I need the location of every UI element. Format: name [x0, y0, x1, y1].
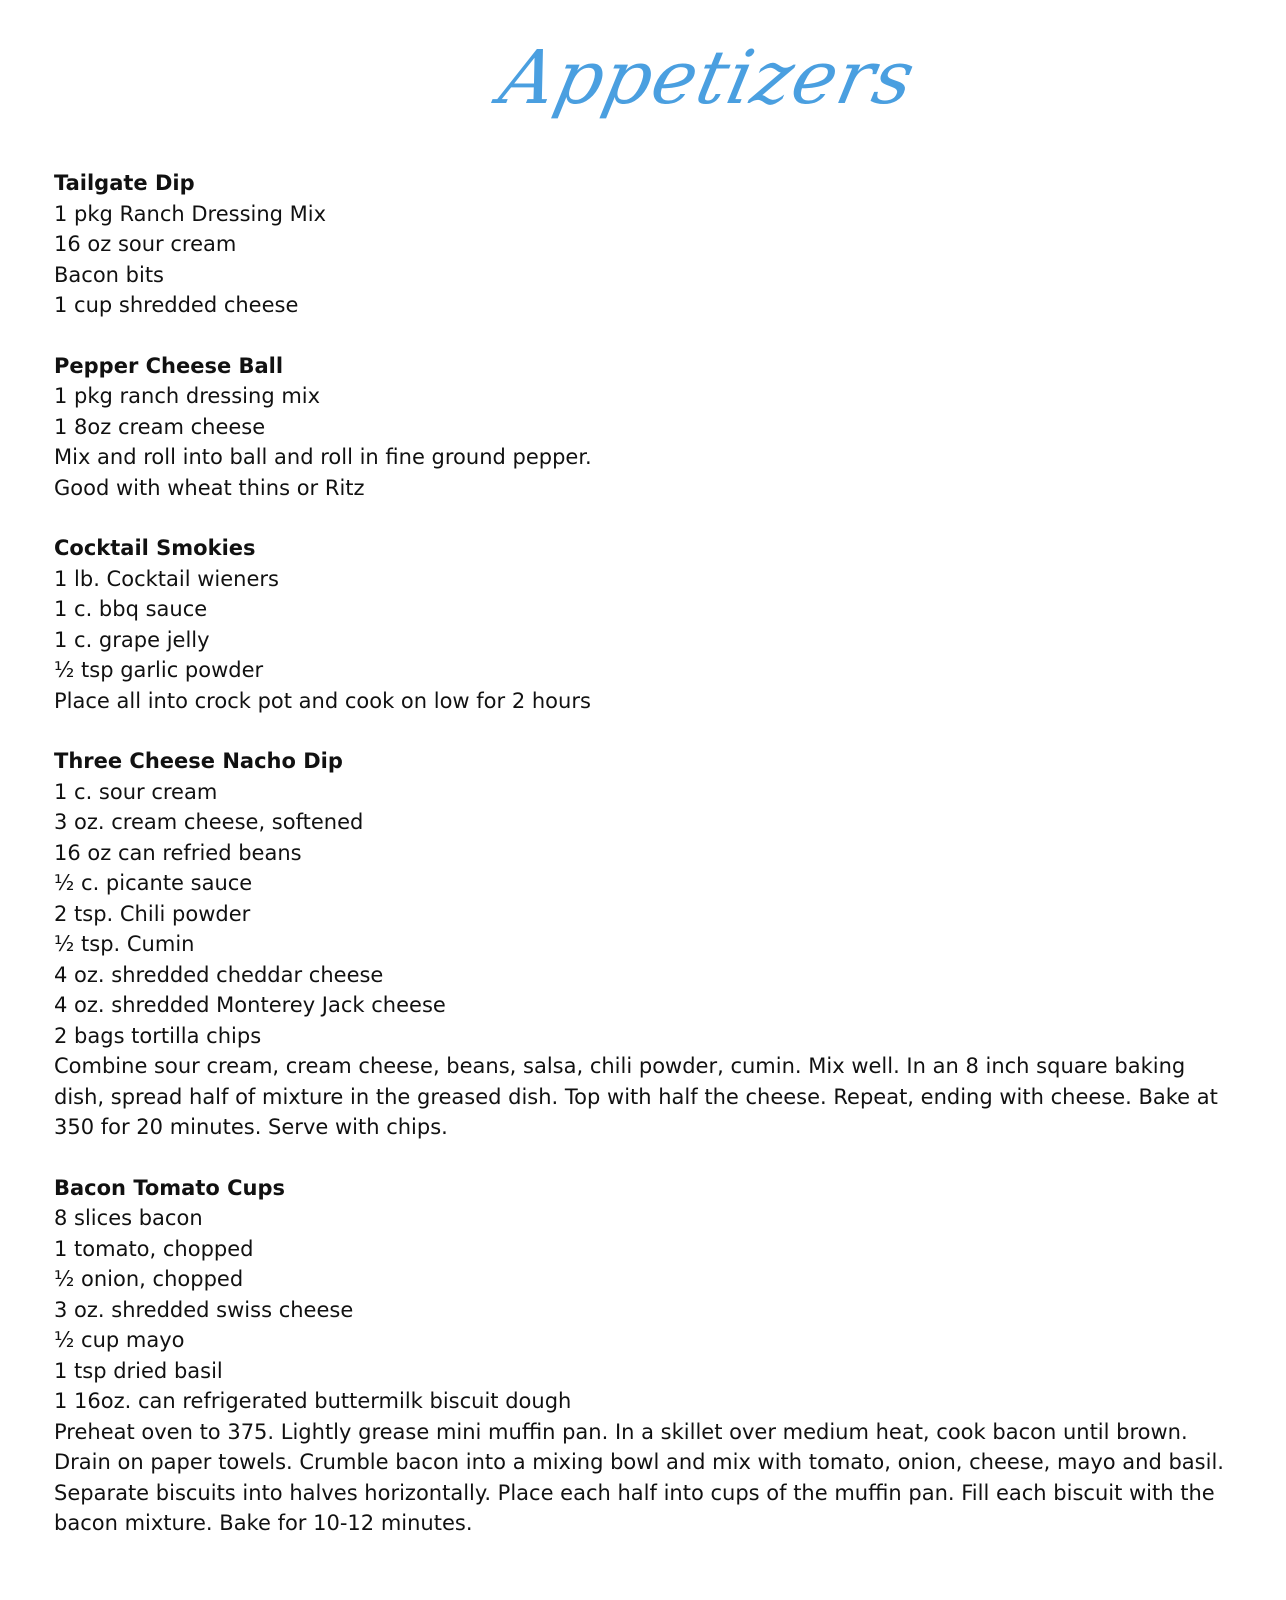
recipe-title: Bacon Tomato Cups [54, 1175, 285, 1200]
ingredient: 8 slices bacon [54, 1206, 203, 1230]
ingredient: ½ tsp. Cumin [54, 932, 195, 956]
ingredient: 2 tsp. Chili powder [54, 901, 251, 926]
recipe-title: Cocktail Smokies [54, 536, 256, 560]
recipe-title: Tailgate Dip [54, 171, 195, 195]
ingredient: 4 oz. shredded cheddar cheese [54, 962, 384, 987]
recipe-tailgate-dip [54, 168, 1244, 321]
recipe-three-cheese-nacho-dip [54, 746, 1244, 1143]
ingredient: 4 oz. shredded Monterey Jack cheese [54, 993, 446, 1017]
directions: Combine sour cream, cream cheese, beans, salsa, chili powder, cumin. Mix well. In an 8 inch square baking dish, spread half of mixture in the greased dish. Top with half the cheese. Repeat, ending with cheese. Bake at 350 for 20 minutes. Serve with chips. [54, 1054, 1218, 1139]
ingredient: 16 oz sour cream [54, 232, 237, 256]
ingredient: ½ tsp garlic powder [54, 658, 264, 682]
recipe-title: Three Cheese Nacho Dip [54, 749, 343, 773]
page-title-wrap [0, 18, 1286, 138]
instruction: Good with wheat thins or Ritz [54, 475, 365, 500]
page-title: Appetizers [493, 35, 923, 121]
ingredient: 1 8oz cream cheese [54, 414, 266, 439]
recipe-bacon-tomato-cups [54, 1173, 1244, 1539]
ingredient: ½ cup mayo [54, 1328, 185, 1352]
ingredient: ½ c. picante sauce [54, 871, 253, 895]
recipe-cocktail-smokies [54, 533, 1244, 716]
ingredient: 1 pkg Ranch Dressing Mix [54, 201, 327, 226]
ingredient: ½ onion, chopped [54, 1267, 244, 1291]
ingredient: 2 bags tortilla chips [54, 1023, 262, 1048]
ingredient: 1 lb. Cocktail wieners [54, 566, 279, 591]
ingredient: 1 c. grape jelly [54, 627, 210, 652]
ingredient: 16 oz can refried beans [54, 840, 302, 865]
ingredient: 1 tsp dried basil [54, 1358, 223, 1383]
instruction: Place all into crock pot and cook on low for 2 hours [54, 688, 591, 713]
recipe-list [54, 168, 1244, 1569]
directions: Preheat oven to 375. Lightly grease mini muffin pan. In a skillet over medium heat, cook bacon until brown. Drain on paper towels. Crumble bacon into a mixing bowl and mix with tomato, onion, cheese, mayo and basil. Separate biscuits into halves horizontally. Place each half into cups of the muffin pan. Fill each biscuit with the bacon mixture. Bake for 10-12 minutes. [54, 1419, 1224, 1535]
ingredient: 1 16oz. can refrigerated buttermilk biscuit dough [54, 1389, 572, 1413]
ingredient: 1 cup shredded cheese [54, 293, 299, 317]
ingredient: 1 c. bbq sauce [54, 597, 208, 621]
ingredient: 1 c. sour cream [54, 779, 218, 804]
ingredient: 1 pkg ranch dressing mix [54, 384, 321, 408]
ingredient: 1 tomato, chopped [54, 1236, 254, 1261]
ingredient: 3 oz. shredded swiss cheese [54, 1297, 354, 1322]
recipe-title: Pepper Cheese Ball [54, 353, 284, 378]
instruction: Mix and roll into ball and roll in fine ground pepper. [54, 445, 592, 469]
ingredient: Bacon bits [54, 262, 164, 287]
recipe-pepper-cheese-ball [54, 351, 1244, 504]
ingredient: 3 oz. cream cheese, softened [54, 810, 364, 834]
